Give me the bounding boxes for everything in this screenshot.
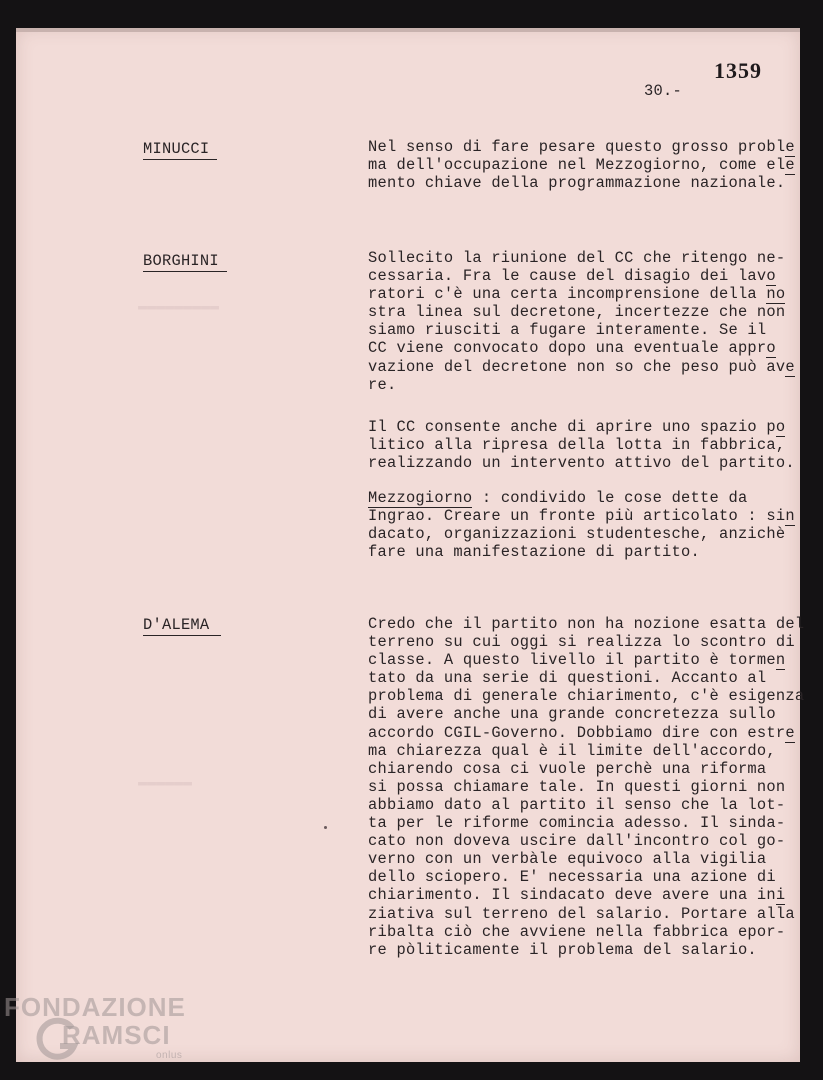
text-line — [368, 868, 804, 886]
text-line — [368, 339, 795, 357]
underlined-text: i — [775, 886, 786, 905]
line-text: accordo CGIL-Governo. Dobbiamo dire con estr — [368, 723, 786, 742]
underlined-text: no — [766, 285, 786, 304]
text-line — [368, 923, 804, 941]
line-text: vazione del decretone non so che peso può av — [368, 357, 786, 376]
borghini-mezzogiorno-paragraph — [368, 489, 795, 561]
line-text: cato non doveva uscire dall'incontro col go- — [368, 832, 786, 851]
line-text: ratori c'è una certa incomprensione della — [368, 285, 767, 304]
underlined-text: o — [766, 339, 776, 358]
text-line — [368, 174, 795, 192]
minucci-paragraph — [368, 138, 795, 192]
text-line — [368, 651, 804, 669]
line-text: chiarimento. Il sindacato deve avere una in — [368, 886, 776, 905]
watermark-onlus: onlus — [156, 1050, 183, 1061]
text-line — [368, 814, 804, 832]
text-line — [368, 850, 804, 868]
line-text: : condivido le cose dette da — [472, 489, 748, 507]
text-line — [368, 436, 795, 454]
text-line — [368, 156, 795, 174]
speaker-dalema: D'ALEMA — [143, 616, 221, 636]
underlined-text: e — [785, 156, 795, 175]
dalema-paragraph — [368, 615, 804, 959]
line-text: siamo riusciti a fugare interamente. Se il — [368, 321, 767, 340]
text-line — [368, 321, 795, 339]
line-text: cessaria. Fra le cause del disagio dei lav — [368, 267, 767, 286]
line-text: re pòliticamente il problema del salario. — [368, 940, 757, 959]
text-line — [368, 454, 795, 472]
speaker-minucci: MINUCCI — [143, 140, 217, 160]
line-text: ma dell'occupazione nel Mezzogiorno, come el — [368, 156, 786, 175]
line-text: classe. A questo livello il partito è torme — [368, 651, 776, 670]
text-line — [368, 633, 804, 651]
page-number: 30.- — [644, 82, 682, 100]
text-line — [368, 358, 795, 376]
line-text: CC viene convocato dopo una eventuale appr — [368, 339, 767, 358]
text-line — [368, 376, 795, 394]
line-text: chiarendo cosa ci vuole perchè una riforma — [368, 759, 767, 778]
line-text: Sollecito la riunione del CC che ritengo ne- — [368, 249, 786, 267]
line-text: Nel senso di fare pesare questo grosso probl — [368, 138, 786, 156]
text-line — [368, 687, 804, 705]
underlined-text: n — [775, 651, 786, 670]
line-text: dacato, organizzazioni studentesche, anzichè — [368, 525, 786, 544]
line-text: fare una manifestazione di partito. — [368, 543, 701, 562]
line-text: ziativa sul terreno del salario. Portare alla — [368, 904, 795, 923]
text-line — [368, 267, 795, 285]
text-line — [368, 905, 804, 923]
page-top-edge — [16, 28, 800, 32]
line-text: terreno su cui oggi si realizza lo scontro di — [368, 633, 795, 652]
line-text: ma chiarezza qual è il limite dell'accordo, — [368, 741, 776, 760]
borghini-paragraph-2 — [368, 418, 795, 472]
line-text: di avere anche una grande concretezza sullo — [368, 705, 776, 724]
speaker-borghini: BORGHINI — [143, 252, 227, 272]
underlined-text: e — [785, 723, 795, 742]
line-text: Ingrao. Creare un fronte più articolato : si — [368, 507, 786, 526]
fondazione-gramsci-watermark — [4, 992, 204, 1076]
text-line — [368, 941, 804, 959]
borghini-paragraph-1 — [368, 249, 795, 394]
line-text: litico alla ripresa della lotta in fabbrica, — [368, 436, 786, 455]
line-text: ribalta ciò che avviene nella fabbrica epor- — [368, 922, 786, 941]
text-line — [368, 832, 804, 850]
line-text: abbiamo dato al partito il senso che la lot- — [368, 795, 786, 814]
line-text: verno con un verbàle equivoco alla vigilia — [368, 850, 767, 869]
underlined-text: e — [785, 138, 795, 156]
text-line — [368, 285, 795, 303]
text-line — [368, 507, 795, 525]
line-text: Credo che il partito non ha nozione esatta del — [368, 615, 805, 633]
line-text: si possa chiamare tale. In questi giorni non — [368, 777, 786, 796]
line-text: stra linea sul decretone, incertezze che non — [368, 303, 786, 322]
ink-dot — [324, 826, 327, 829]
underlined-text: e — [785, 357, 795, 376]
text-line — [368, 796, 804, 814]
text-line — [368, 543, 795, 561]
archive-number: 1359 — [714, 58, 762, 83]
line-text: problema di generale chiarimento, c'è esigenza — [368, 687, 805, 706]
watermark-line2: RAMSCI — [62, 1020, 171, 1050]
text-line — [368, 705, 804, 723]
text-line — [368, 489, 795, 507]
line-text: Il CC consente anche di aprire uno spazio p — [368, 418, 776, 436]
line-text: realizzando un intervento attivo del partito. — [368, 454, 795, 473]
line-text: re. — [368, 375, 397, 394]
text-line — [368, 724, 804, 742]
text-line — [368, 249, 795, 267]
text-line — [368, 778, 804, 796]
line-text: dello sciopero. E' necessaria una azione di — [368, 868, 776, 887]
show-through-ghost: ▬▬▬▬▬▬▬▬▬ — [138, 298, 220, 315]
show-through-ghost: ▬▬▬▬▬▬ — [138, 774, 193, 791]
text-line — [368, 418, 795, 436]
text-line — [368, 760, 804, 778]
text-line — [368, 742, 804, 760]
text-line — [368, 525, 795, 543]
underlined-text: o — [775, 418, 786, 436]
watermark-line1: FONDAZIONE — [4, 992, 186, 1022]
underlined-text: o — [766, 267, 776, 286]
text-line — [368, 886, 804, 904]
line-text: mento chiave della programmazione nazionale. — [368, 174, 786, 193]
underlined-text: Mezzogiorno — [368, 489, 473, 507]
text-line — [368, 615, 804, 633]
text-line — [368, 303, 795, 321]
text-line — [368, 138, 795, 156]
text-line — [368, 669, 804, 687]
line-text: tato da una serie di questioni. Accanto al — [368, 669, 767, 688]
underlined-text: n — [785, 507, 795, 526]
line-text: ta per le riforme comincia adesso. Il sinda- — [368, 814, 786, 833]
